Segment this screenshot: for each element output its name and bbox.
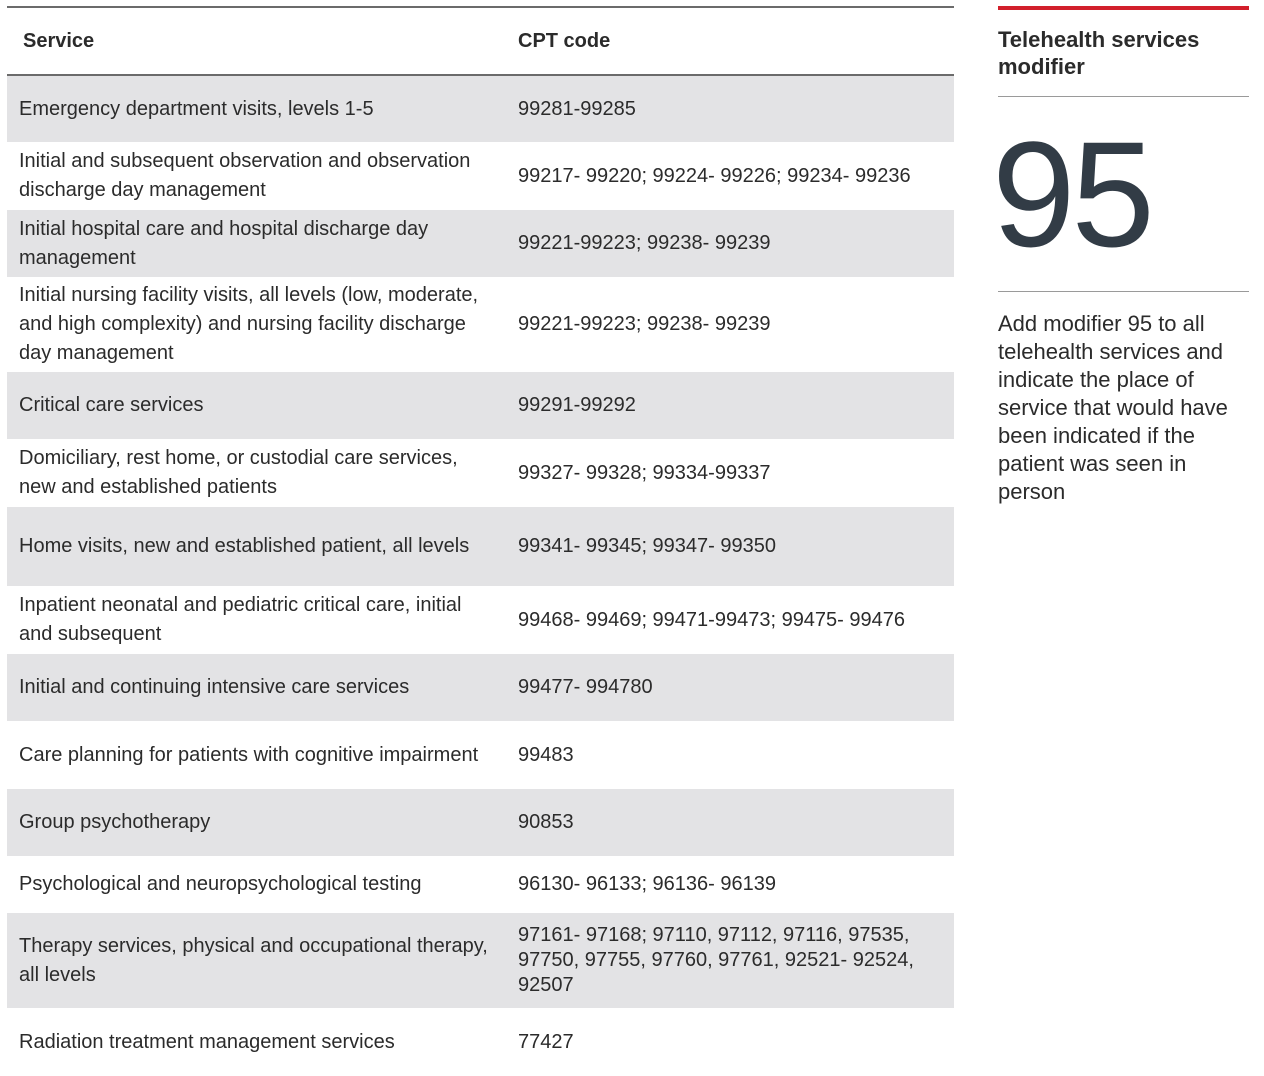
header-cpt-code: CPT code: [518, 29, 611, 52]
cpt-code-cell: 99341- 99345; 99347- 99350: [518, 535, 777, 557]
modifier-callout: [992, 6, 1249, 506]
table-row: [7, 372, 954, 439]
cpt-code-cell: 90853: [518, 811, 574, 833]
callout-divider-bottom: [998, 291, 1249, 292]
service-cell: Psychological and neuropsychological testing: [19, 873, 422, 895]
service-cell: Emergency department visits, levels 1-5: [19, 97, 374, 120]
table-row: [7, 277, 954, 372]
table-row: [7, 210, 954, 277]
table-row: [7, 507, 954, 586]
cpt-code-cell: 99281-99285: [518, 97, 636, 120]
cpt-code-table: [7, 6, 954, 1076]
table-row: [7, 654, 954, 721]
cpt-code-cell: 99327- 99328; 99334-99337: [518, 461, 771, 484]
cpt-code-cell: 99483: [518, 743, 574, 766]
cpt-code-cell: 77427: [518, 1030, 574, 1053]
callout-description: Add modifier 95 to all telehealth services and indicate the place of service that would have been indicated if the patient was seen in person: [998, 311, 1228, 504]
accent-rule: [998, 6, 1249, 10]
cpt-code-cell: 99291-99292: [518, 394, 636, 416]
table-row: [7, 1008, 954, 1076]
service-cell: Domiciliary, rest home, or custodial care services, new and established patients: [19, 447, 458, 498]
cpt-code-cell: 96130- 96133; 96136- 96139: [518, 873, 777, 895]
service-cell: Initial and continuing intensive care services: [19, 676, 410, 698]
table-row: [7, 856, 954, 913]
service-cell: Initial hospital care and hospital discharge day management: [19, 217, 429, 269]
callout-title: Telehealth services modifier: [998, 27, 1200, 79]
cpt-code-cell: 99221-99223; 99238- 99239: [518, 232, 771, 254]
cpt-code-cell: 99217- 99220; 99224- 99226; 99234- 99236: [518, 164, 911, 187]
service-cell: Therapy services, physical and occupational therapy, all levels: [19, 934, 488, 986]
table-header-row: [7, 8, 954, 76]
header-service: Service: [23, 29, 95, 52]
cpt-code-cell: 99221-99223; 99238- 99239: [518, 313, 771, 335]
service-cell: Initial nursing facility visits, all levels (low, moderate, and high complexity) and nursing facility discharge day management: [19, 284, 479, 364]
service-cell: Home visits, new and established patient, all levels: [19, 535, 470, 557]
service-cell: Critical care services: [19, 394, 204, 416]
service-cell: Radiation treatment management services: [19, 1030, 395, 1053]
table-row: [7, 913, 954, 1008]
service-cell: Care planning for patients with cognitive impairment: [19, 743, 479, 766]
callout-divider-top: [998, 96, 1249, 97]
cpt-code-cell: 99468- 99469; 99471-99473; 99475- 99476: [518, 608, 906, 631]
table-row: [7, 439, 954, 507]
table-row: [7, 721, 954, 789]
service-cell: Initial and subsequent observation and observation discharge day management: [19, 150, 471, 201]
cpt-code-cell: 97161- 97168; 97110, 97112, 97116, 97535, 97750, 97755, 97760, 97761, 92521- 92524, 92507: [518, 924, 914, 996]
service-cell: Group psychotherapy: [19, 811, 211, 833]
modifier-number: 95: [992, 110, 1151, 278]
service-cell: Inpatient neonatal and pediatric critical care, initial and subsequent: [19, 594, 462, 645]
table-row: [7, 789, 954, 856]
table-row: [7, 586, 954, 654]
table-row: [7, 76, 954, 142]
table-row: [7, 142, 954, 210]
cpt-code-cell: 99477- 994780: [518, 676, 653, 698]
